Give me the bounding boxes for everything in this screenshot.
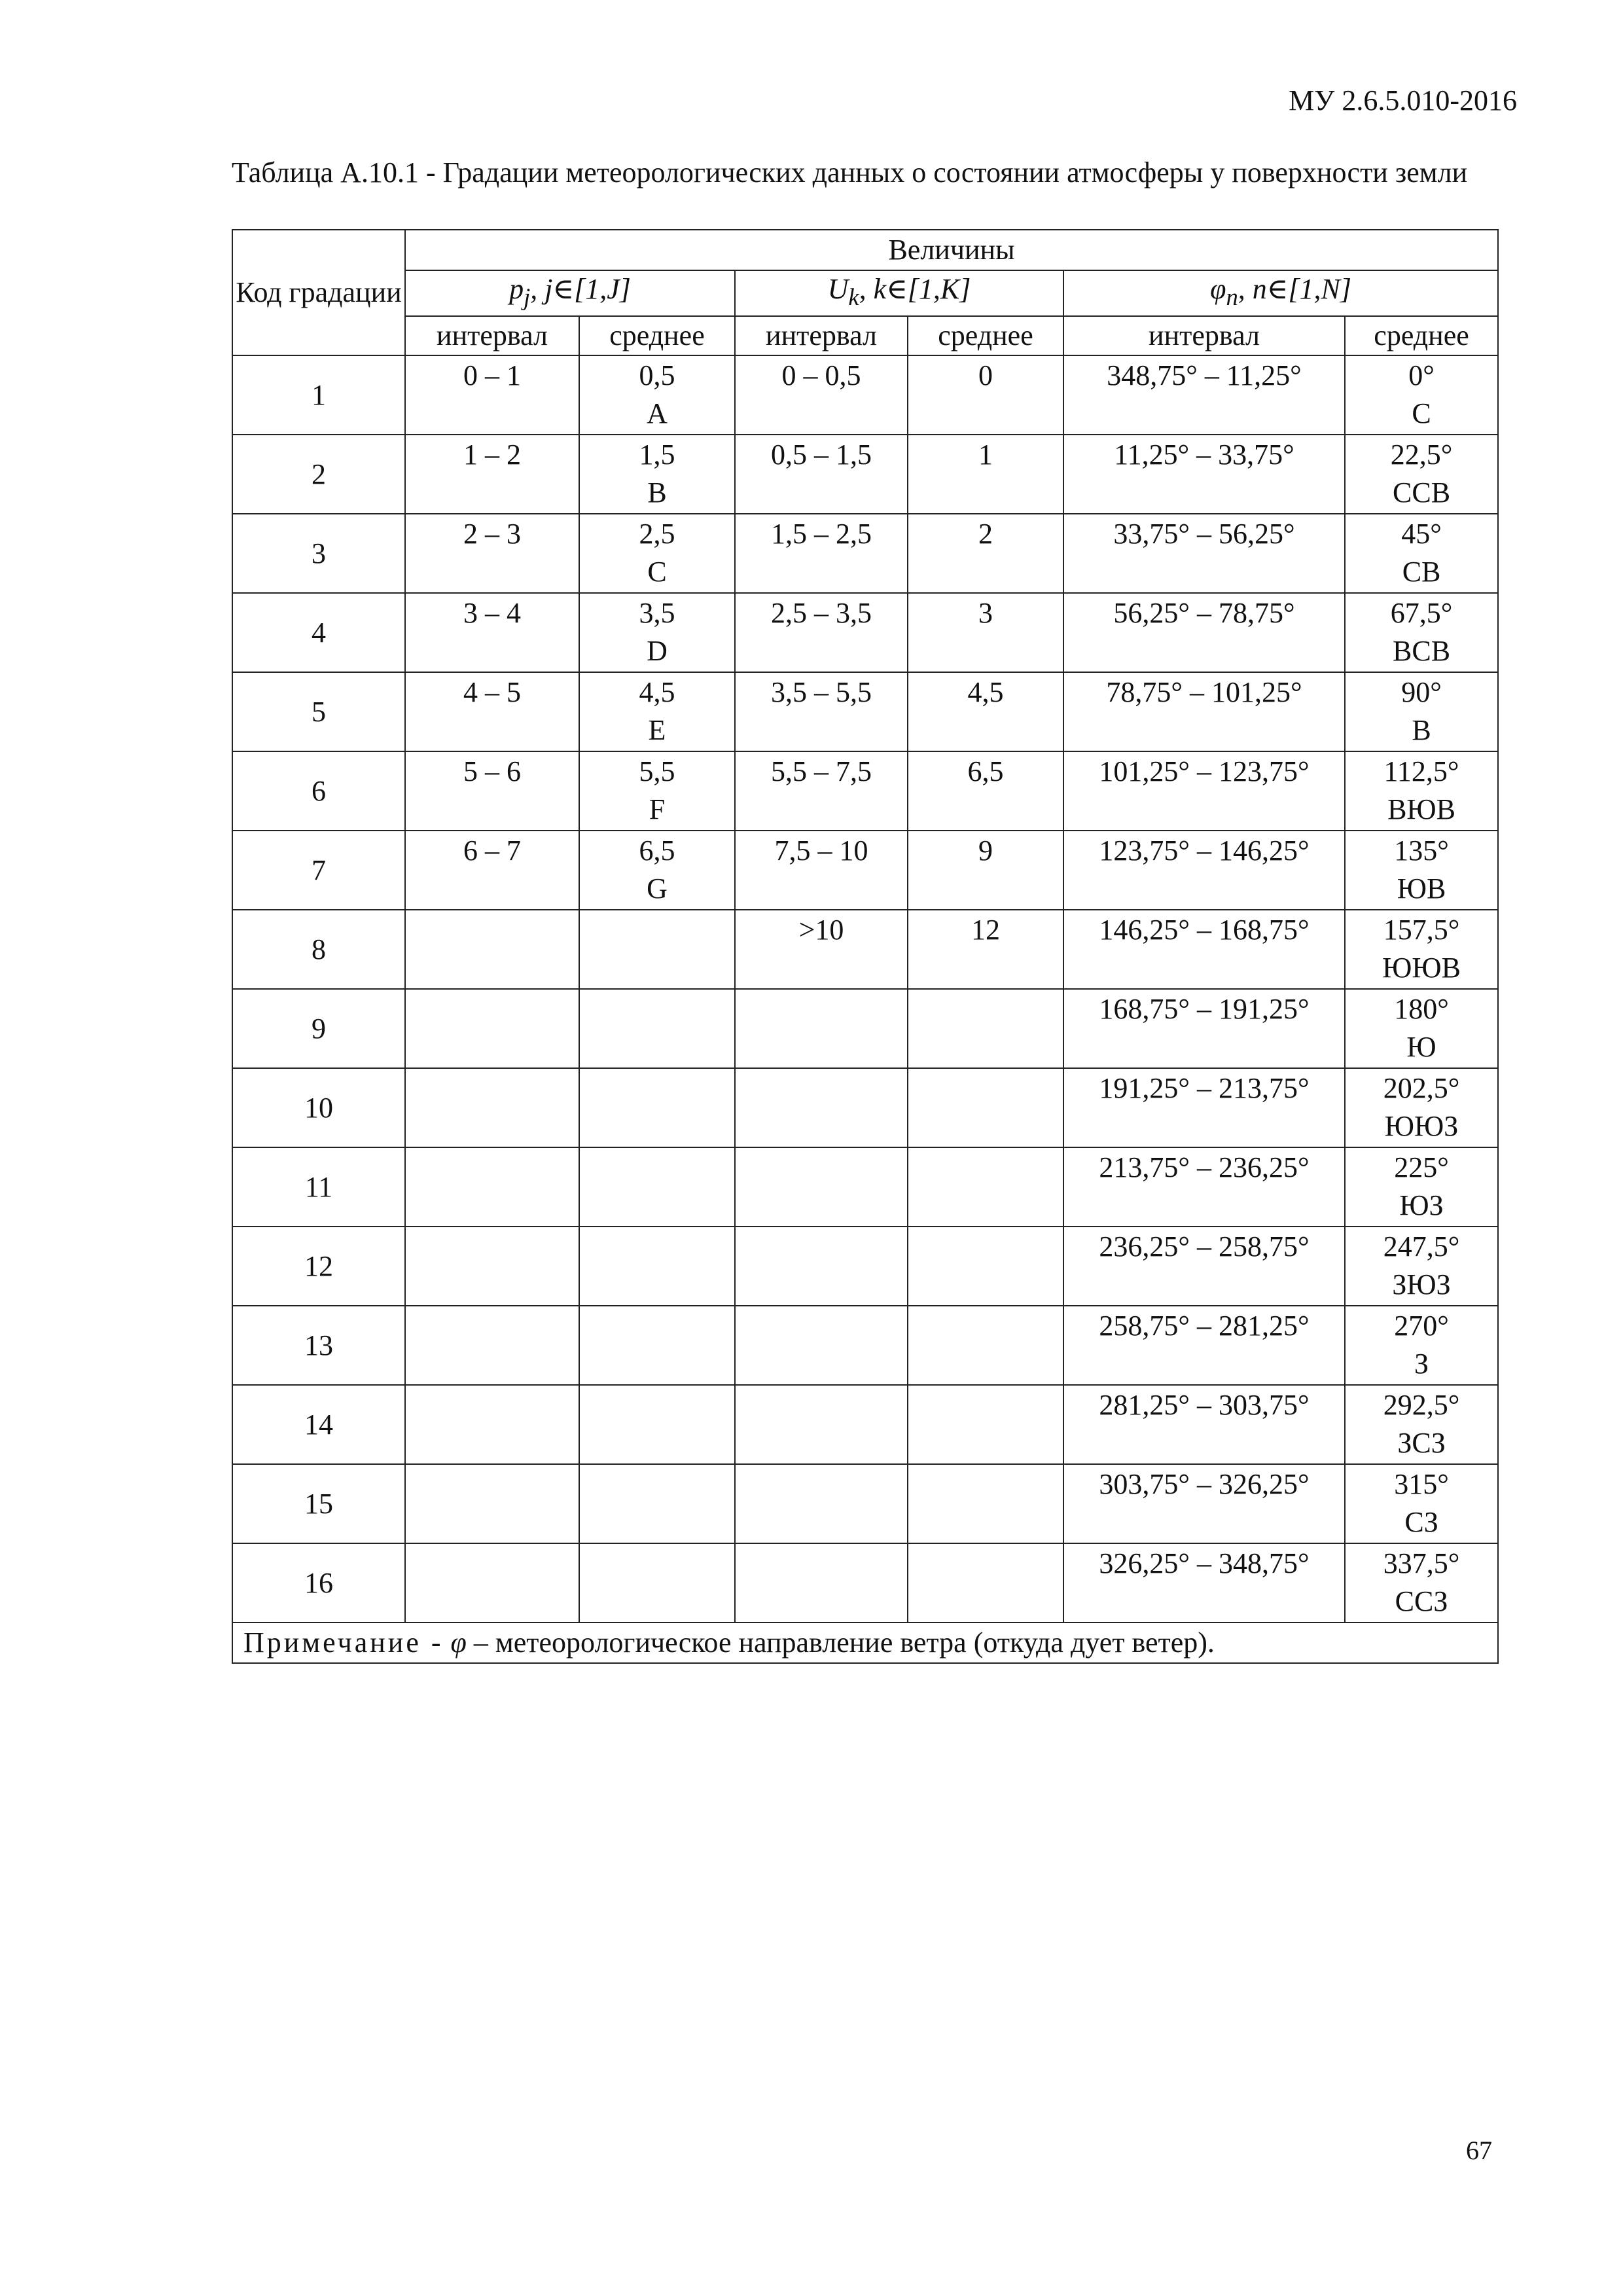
cell-u-interval (735, 435, 908, 514)
cell-p-mean (579, 1068, 735, 1147)
cell-value: 45° (1401, 517, 1442, 550)
cell-value: 15 (304, 1488, 333, 1520)
table-row (232, 593, 1498, 672)
cell-value: 112,5° (1383, 755, 1459, 787)
cell-p-interval (405, 1068, 579, 1147)
cell-phi-interval (1063, 1068, 1345, 1147)
cell-value (736, 1069, 907, 1070)
cell-p-interval (405, 514, 579, 593)
cell-phi-interval (1063, 672, 1345, 751)
cell-phi-mean (1345, 355, 1498, 435)
table-row (232, 751, 1498, 831)
cell-u-interval (735, 751, 908, 831)
cell-u-mean (908, 514, 1063, 593)
cell-value: 348,75° – 11,25° (1107, 359, 1302, 391)
cell-value: 281,25° – 303,75° (1099, 1388, 1310, 1421)
cell-value: 0 – 1 (463, 359, 521, 391)
cell-value: 6,5 (639, 834, 675, 867)
cell-value (736, 1465, 907, 1466)
cell-value: ССВ (1393, 476, 1451, 509)
cell-value (406, 1148, 579, 1149)
cell-p-mean (579, 751, 735, 831)
cell-value: 303,75° – 326,25° (1099, 1467, 1310, 1500)
cell-p-mean (579, 435, 735, 514)
cell-value: 1,5 (639, 438, 675, 471)
cell-value: 0,5 – 1,5 (771, 438, 872, 471)
cell-p-interval (405, 1543, 579, 1623)
cell-p-mean (579, 831, 735, 910)
header-p-interval: интервал (405, 316, 579, 355)
cell-code (232, 514, 405, 593)
cell-value: B (647, 476, 667, 509)
cell-u-interval (735, 910, 908, 989)
cell-code (232, 1147, 405, 1227)
cell-p-mean (579, 514, 735, 593)
header-group-p: $p_j$, j∈[1,J] (405, 270, 735, 316)
cell-u-mean (908, 1543, 1063, 1623)
table-row (232, 1464, 1498, 1543)
cell-value: 10 (304, 1092, 333, 1124)
cell-value: 4 (312, 617, 326, 649)
cell-phi-interval (1063, 1227, 1345, 1306)
cell-value (580, 1229, 734, 1230)
table-row (232, 1543, 1498, 1623)
cell-value (406, 1465, 579, 1466)
cell-value: 16 (304, 1567, 333, 1600)
cell-value: С (1412, 397, 1431, 429)
gradation-table (232, 229, 1499, 1664)
cell-value: 270° (1394, 1309, 1449, 1342)
cell-phi-mean (1345, 435, 1498, 514)
cell-u-mean (908, 1227, 1063, 1306)
header-group-phi: $\varphi_n$, n∈[1,N] (1063, 270, 1498, 316)
cell-phi-mean (1345, 910, 1498, 989)
cell-value (908, 1465, 1063, 1466)
cell-value: ВСВ (1393, 634, 1451, 667)
cell-p-interval (405, 593, 579, 672)
cell-phi-mean (1345, 831, 1498, 910)
table-row (232, 1147, 1498, 1227)
cell-value: >10 (798, 913, 844, 946)
cell-p-interval (405, 1306, 579, 1385)
cell-p-interval (405, 1147, 579, 1227)
cell-value: ВЮВ (1387, 793, 1455, 825)
cell-p-interval (405, 1227, 579, 1306)
cell-value: 4,5 (967, 675, 1004, 708)
cell-value (736, 1306, 907, 1308)
table-row (232, 1068, 1498, 1147)
cell-value: 33,75° – 56,25° (1113, 517, 1295, 550)
cell-value: З (1414, 1347, 1429, 1380)
cell-value: F (649, 793, 666, 825)
cell-value: 135° (1394, 834, 1449, 867)
cell-value (406, 910, 579, 912)
cell-value (580, 991, 734, 992)
table-note (232, 1623, 1498, 1663)
table-row (232, 514, 1498, 593)
cell-value: G (647, 872, 668, 905)
note-text: – метеорологическое направление ветра (откуда дует ветер). (466, 1626, 1215, 1659)
cell-value (580, 1466, 734, 1467)
cell-u-interval (735, 831, 908, 910)
cell-u-mean (908, 1147, 1063, 1227)
cell-p-mean (579, 989, 735, 1068)
cell-value: 315° (1394, 1467, 1449, 1500)
cell-value: 3,5 – 5,5 (771, 675, 872, 708)
cell-p-mean (579, 1147, 735, 1227)
cell-u-mean (908, 1385, 1063, 1464)
cell-value: A (647, 397, 668, 429)
cell-value: 8 (312, 933, 326, 966)
cell-value: 2,5 (639, 517, 675, 550)
cell-u-mean (908, 1464, 1063, 1543)
cell-value (580, 1545, 734, 1547)
cell-p-interval (405, 1385, 579, 1464)
cell-phi-mean (1345, 1543, 1498, 1623)
cell-value (580, 1149, 734, 1151)
cell-value (580, 1387, 734, 1388)
cell-value: 14 (304, 1408, 333, 1441)
cell-value: 326,25° – 348,75° (1099, 1547, 1310, 1579)
cell-phi-mean (1345, 989, 1498, 1068)
cell-value (406, 1386, 579, 1387)
cell-u-mean (908, 355, 1063, 435)
cell-value: 11,25° – 33,75° (1114, 438, 1294, 471)
cell-value: ЮЗ (1399, 1189, 1444, 1221)
cell-value: 0,5 (639, 359, 675, 391)
cell-u-interval (735, 514, 908, 593)
cell-code (232, 672, 405, 751)
cell-value: 157,5° (1383, 913, 1460, 946)
cell-phi-interval (1063, 1306, 1345, 1385)
note-symbol: φ (450, 1626, 467, 1659)
cell-value: 5,5 (639, 755, 675, 787)
header-p-mean: среднее (579, 316, 735, 355)
header-quantities: Величины (405, 230, 1498, 270)
cell-value (908, 1544, 1063, 1545)
cell-p-interval (405, 355, 579, 435)
cell-code (232, 831, 405, 910)
cell-u-mean (908, 831, 1063, 910)
header-u-interval: интервал (735, 316, 908, 355)
cell-value: 0° (1408, 359, 1435, 391)
cell-value: 168,75° – 191,25° (1099, 992, 1310, 1025)
cell-phi-mean (1345, 751, 1498, 831)
cell-phi-mean (1345, 1147, 1498, 1227)
cell-code (232, 751, 405, 831)
cell-value: 12 (971, 913, 1000, 946)
table-row (232, 1227, 1498, 1306)
cell-value (908, 990, 1063, 991)
cell-phi-mean (1345, 1227, 1498, 1306)
table-row (232, 989, 1498, 1068)
table-row (232, 672, 1498, 751)
cell-value: Ю (1406, 1030, 1436, 1063)
note-label: Примечание - (243, 1626, 444, 1659)
cell-value: 12 (304, 1250, 333, 1283)
cell-u-interval (735, 1306, 908, 1385)
cell-u-interval (735, 593, 908, 672)
cell-value (406, 1227, 579, 1229)
cell-u-interval (735, 1147, 908, 1227)
cell-value (580, 912, 734, 913)
cell-u-interval (735, 1464, 908, 1543)
cell-p-interval (405, 751, 579, 831)
cell-code (232, 910, 405, 989)
header-phi-mean: среднее (1345, 316, 1498, 355)
cell-phi-interval (1063, 1543, 1345, 1623)
cell-phi-interval (1063, 355, 1345, 435)
cell-phi-mean (1345, 593, 1498, 672)
cell-code (232, 1227, 405, 1306)
cell-value (736, 1227, 907, 1229)
cell-p-mean (579, 1385, 735, 1464)
cell-value: 67,5° (1390, 596, 1453, 629)
cell-phi-mean (1345, 672, 1498, 751)
cell-value: 225° (1394, 1151, 1449, 1183)
cell-value: 0 – 0,5 (781, 359, 861, 391)
header-code: Код градации (232, 230, 405, 355)
cell-value: ЗЮЗ (1392, 1268, 1451, 1300)
cell-p-mean (579, 1543, 735, 1623)
cell-value: 202,5° (1383, 1071, 1460, 1104)
cell-value: 6 (312, 775, 326, 808)
cell-u-interval (735, 989, 908, 1068)
cell-u-mean (908, 1306, 1063, 1385)
cell-p-mean (579, 1227, 735, 1306)
cell-value: 1 – 2 (463, 438, 521, 471)
cell-value (580, 1308, 734, 1309)
cell-phi-interval (1063, 1464, 1345, 1543)
cell-u-mean (908, 672, 1063, 751)
cell-value: 247,5° (1383, 1230, 1460, 1263)
cell-code (232, 355, 405, 435)
cell-value: СЗ (1404, 1505, 1438, 1538)
cell-phi-mean (1345, 514, 1498, 593)
cell-value: 7,5 – 10 (774, 834, 868, 867)
cell-value: 1 (978, 438, 993, 471)
cell-value: 0 (978, 359, 993, 391)
cell-p-interval (405, 435, 579, 514)
cell-value: ССЗ (1395, 1585, 1448, 1617)
document-code: МУ 2.6.5.010-2016 (1289, 84, 1517, 117)
cell-value: В (1412, 713, 1431, 746)
cell-phi-interval (1063, 989, 1345, 1068)
cell-p-mean (579, 1306, 735, 1385)
page-number: 67 (1466, 2136, 1492, 2165)
cell-u-mean (908, 1068, 1063, 1147)
cell-u-mean (908, 751, 1063, 831)
table-row (232, 910, 1498, 989)
cell-value (736, 1148, 907, 1149)
cell-u-interval (735, 355, 908, 435)
cell-u-mean (908, 435, 1063, 514)
cell-value: ЮЮЗ (1384, 1109, 1459, 1142)
cell-value: 2 (978, 517, 993, 550)
cell-value: C (647, 555, 667, 588)
cell-p-interval (405, 1464, 579, 1543)
cell-value: ЮВ (1397, 872, 1446, 905)
cell-value: 292,5° (1383, 1388, 1460, 1421)
cell-value: 2,5 – 3,5 (771, 596, 872, 629)
cell-p-interval (405, 672, 579, 751)
header-group-u: $U_k$, k∈[1,K] (735, 270, 1063, 316)
cell-value: 191,25° – 213,75° (1099, 1071, 1310, 1104)
cell-value: 13 (304, 1329, 333, 1362)
cell-value: E (648, 713, 666, 746)
cell-value: 5 – 6 (463, 755, 521, 787)
cell-value: 6 – 7 (463, 834, 521, 867)
cell-phi-interval (1063, 1385, 1345, 1464)
cell-value (406, 1306, 579, 1308)
cell-value: 9 (312, 1013, 326, 1045)
cell-u-interval (735, 1385, 908, 1464)
cell-code (232, 1464, 405, 1543)
cell-value: 3 (978, 596, 993, 629)
cell-phi-interval (1063, 751, 1345, 831)
cell-value: 4,5 (639, 675, 675, 708)
cell-value: 9 (978, 834, 993, 867)
table-row (232, 1306, 1498, 1385)
cell-value (736, 1386, 907, 1387)
cell-phi-mean (1345, 1464, 1498, 1543)
cell-value: 213,75° – 236,25° (1099, 1151, 1310, 1183)
cell-p-interval (405, 989, 579, 1068)
cell-phi-interval (1063, 435, 1345, 514)
cell-value (406, 1544, 579, 1545)
cell-value (908, 1069, 1063, 1070)
cell-value (736, 990, 907, 991)
cell-p-mean (579, 593, 735, 672)
cell-value: 258,75° – 281,25° (1099, 1309, 1310, 1342)
cell-u-mean (908, 910, 1063, 989)
cell-value (406, 1069, 579, 1070)
cell-value: 236,25° – 258,75° (1099, 1230, 1310, 1263)
cell-value: 5,5 – 7,5 (771, 755, 872, 787)
cell-code (232, 1068, 405, 1147)
cell-u-interval (735, 1068, 908, 1147)
cell-code (232, 1385, 405, 1464)
cell-value: 1,5 – 2,5 (771, 517, 872, 550)
cell-value: 3 – 4 (463, 596, 521, 629)
cell-value: 2 (312, 458, 326, 491)
cell-value (908, 1148, 1063, 1149)
cell-p-interval (405, 831, 579, 910)
cell-phi-interval (1063, 831, 1345, 910)
cell-value: 3,5 (639, 596, 675, 629)
cell-phi-mean (1345, 1306, 1498, 1385)
cell-value (908, 1306, 1063, 1308)
cell-value: 3 (312, 537, 326, 570)
cell-phi-mean (1345, 1385, 1498, 1464)
cell-value: 180° (1394, 992, 1449, 1025)
cell-code (232, 1543, 405, 1623)
cell-u-mean (908, 989, 1063, 1068)
cell-value: 22,5° (1390, 438, 1453, 471)
cell-code (232, 989, 405, 1068)
table-row (232, 831, 1498, 910)
cell-u-interval (735, 1227, 908, 1306)
header-phi-interval: интервал (1063, 316, 1345, 355)
cell-value: 5 (312, 696, 326, 728)
cell-value: 4 – 5 (463, 675, 521, 708)
cell-value: 2 – 3 (463, 517, 521, 550)
cell-phi-interval (1063, 1147, 1345, 1227)
cell-value (908, 1227, 1063, 1229)
cell-p-interval (405, 910, 579, 989)
cell-u-mean (908, 593, 1063, 672)
cell-value: 1 (312, 379, 326, 412)
cell-p-mean (579, 1464, 735, 1543)
cell-value: 11 (304, 1171, 333, 1204)
cell-u-interval (735, 1543, 908, 1623)
cell-p-mean (579, 672, 735, 751)
cell-code (232, 435, 405, 514)
cell-value (736, 1544, 907, 1545)
table-row (232, 355, 1498, 435)
cell-p-mean (579, 910, 735, 989)
cell-value (406, 990, 579, 991)
cell-value: 337,5° (1383, 1547, 1460, 1579)
cell-value: 101,25° – 123,75° (1099, 755, 1310, 787)
cell-p-mean (579, 355, 735, 435)
table-caption: Таблица А.10.1 - Градации метеорологических данных о состоянии атмосферы у поверхности земли (232, 156, 1468, 188)
cell-value: 123,75° – 146,25° (1099, 834, 1310, 867)
cell-code (232, 593, 405, 672)
cell-code (232, 1306, 405, 1385)
cell-value: 7 (312, 854, 326, 887)
cell-value: ЮЮВ (1382, 951, 1461, 984)
cell-value: 6,5 (967, 755, 1004, 787)
cell-value: 56,25° – 78,75° (1113, 596, 1295, 629)
cell-phi-interval (1063, 514, 1345, 593)
table-row (232, 435, 1498, 514)
cell-phi-interval (1063, 593, 1345, 672)
cell-value: 78,75° – 101,25° (1106, 675, 1302, 708)
cell-phi-interval (1063, 910, 1345, 989)
cell-value (580, 1070, 734, 1071)
header-u-mean: среднее (908, 316, 1063, 355)
cell-value: ЗСЗ (1397, 1426, 1446, 1459)
cell-u-interval (735, 672, 908, 751)
cell-value: СВ (1402, 555, 1441, 588)
cell-value: D (647, 634, 668, 667)
cell-value: 90° (1401, 675, 1442, 708)
cell-value: 146,25° – 168,75° (1099, 913, 1310, 946)
table-row (232, 1385, 1498, 1464)
cell-value (908, 1386, 1063, 1387)
cell-phi-mean (1345, 1068, 1498, 1147)
